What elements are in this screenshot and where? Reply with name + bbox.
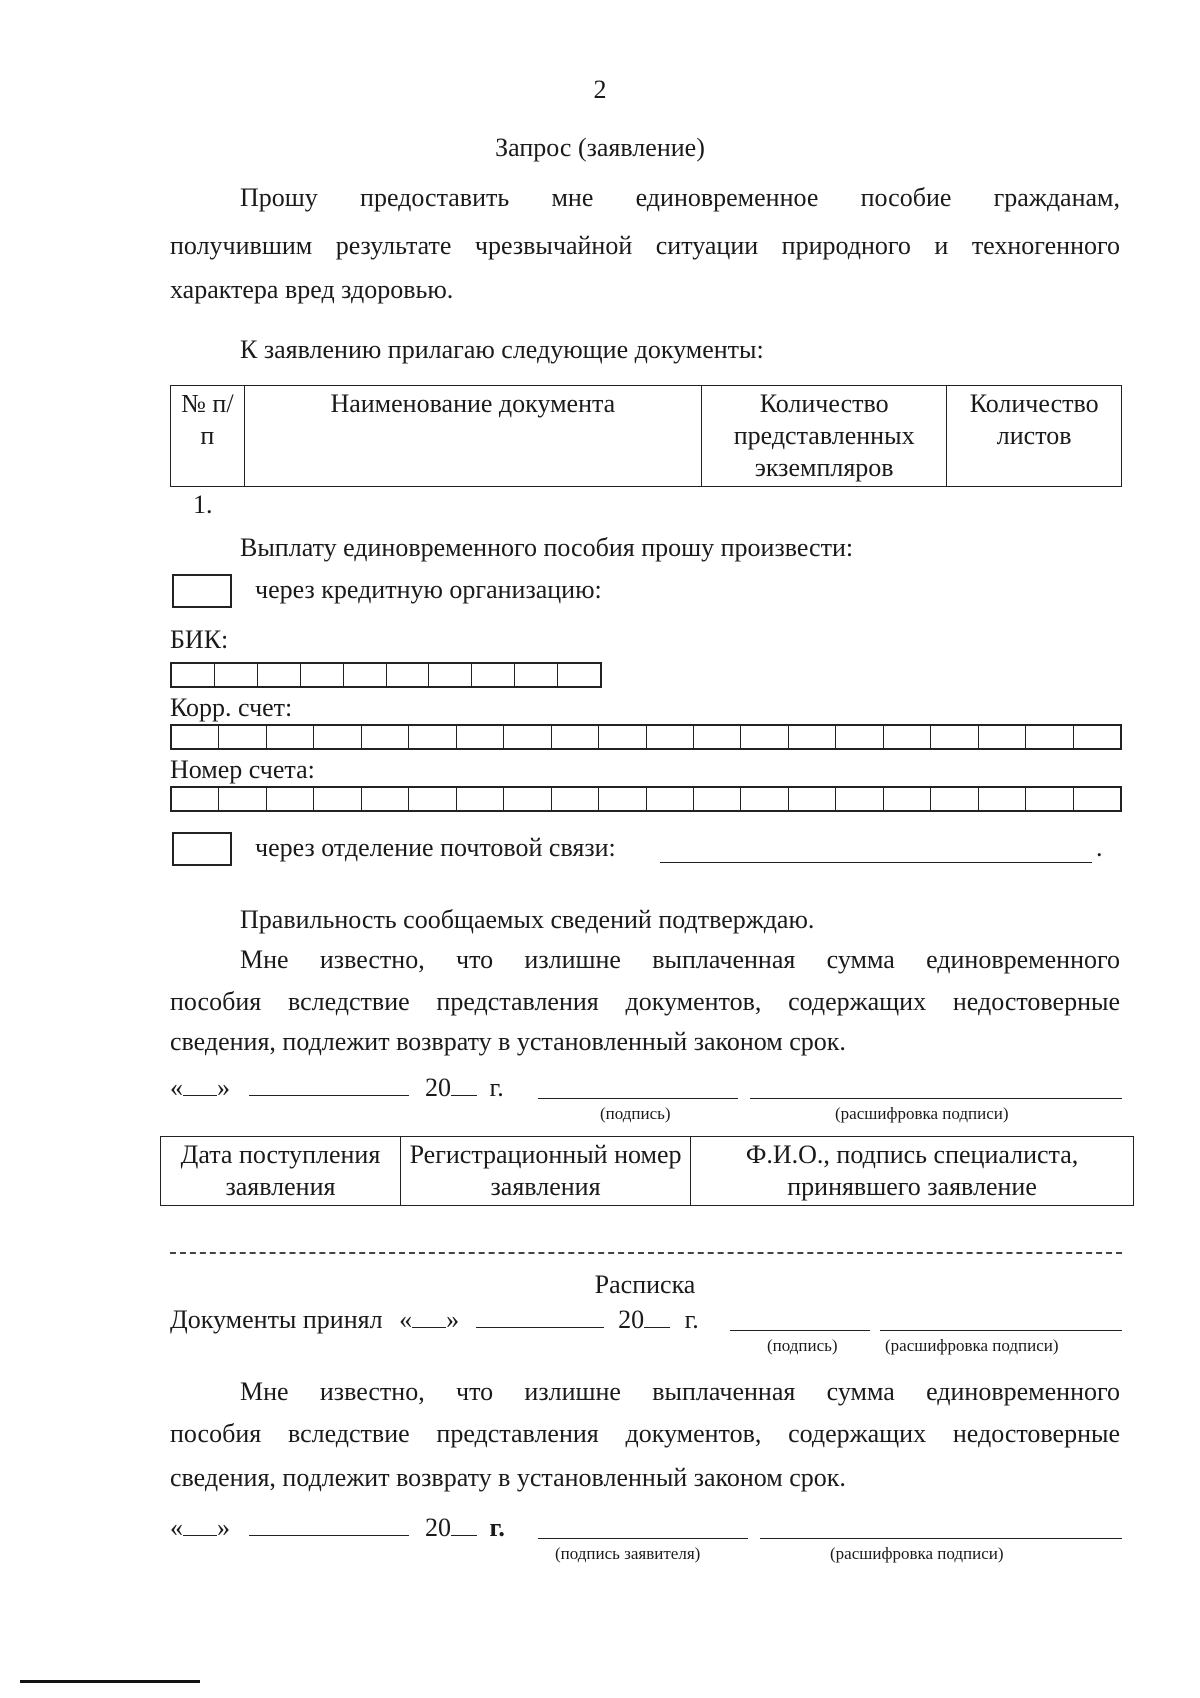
intro-line-1: Прошу предоставить мне единовременное пособие гражданам, (240, 183, 1120, 212)
payout-heading: Выплату единовременного пособия прошу произвести: (240, 533, 854, 562)
receipt-date-open: « (399, 1305, 413, 1334)
applicant-year-prefix: 20 (425, 1513, 451, 1542)
receipt-line (170, 1300, 699, 1340)
applicant-month-field[interactable] (249, 1535, 409, 1536)
table-row-number: 1. (193, 490, 213, 519)
footnote-rule (20, 1680, 200, 1683)
cut-line (170, 1252, 1122, 1254)
documents-table (170, 385, 1122, 487)
receipt-year-prefix: 20 (618, 1305, 645, 1334)
registration-number-header: Регистрационный номер заявления (400, 1137, 690, 1206)
applicant-day-field[interactable] (183, 1535, 217, 1536)
post-option-label: через отделение почтовой связи: (255, 833, 616, 862)
col-header-sheets: Количество листов (947, 386, 1122, 487)
date-close-quote: » (217, 1073, 230, 1102)
applicant-decode-caption: (расшифровка подписи) (830, 1544, 1004, 1563)
post-end-mark: . (1096, 833, 1103, 862)
receipt-title: Расписка (594, 1270, 696, 1299)
year-suffix: г. (489, 1073, 504, 1102)
receipt-date-close: » (446, 1305, 460, 1334)
receipt-notice-line-2: пособия вследствие представления документов, содержащих недостоверные (170, 1419, 1120, 1448)
receipt-day-field[interactable] (412, 1327, 446, 1328)
signature-decode-caption: (расшифровка подписи) (835, 1104, 1009, 1123)
year-field[interactable] (451, 1095, 477, 1096)
applicant-date-close: » (217, 1513, 230, 1542)
form-title: Запрос (заявление) (495, 133, 705, 162)
bik-label: БИК: (170, 625, 229, 654)
intro-line-2: получившим результате чрезвычайной ситуации природного и техногенного (170, 231, 1120, 260)
bank-option-label: через кредитную организацию: (255, 575, 602, 604)
notice-line-1: Мне известно, что излишне выплаченная сумма единовременного (240, 945, 1120, 974)
year-prefix: 20 (425, 1073, 451, 1102)
receipt-month-field[interactable] (476, 1327, 604, 1328)
applicant-signature-field[interactable] (538, 1538, 748, 1539)
confirm-text: Правильность сообщаемых сведений подтверждаю. (240, 905, 815, 934)
col-header-name: Наименование документа (244, 386, 701, 487)
attach-heading: К заявлению прилагаю следующие документы: (240, 335, 764, 364)
post-office-field[interactable] (660, 862, 1092, 863)
bank-option-checkbox[interactable] (172, 574, 232, 608)
receipt-year-suffix: г. (684, 1305, 699, 1334)
receipt-notice-line-3: сведения, подлежит возврату в установленный законом срок. (170, 1463, 846, 1492)
specialist-header: Ф.И.О., подпись специалиста, принявшего заявление (691, 1137, 1134, 1206)
corr-account-label: Корр. счет: (170, 693, 293, 722)
corr-account-input[interactable] (170, 724, 1122, 750)
notice-line-3: сведения, подлежит возврату в установленный законом срок. (170, 1027, 846, 1056)
applicant-date-open: « (170, 1513, 183, 1542)
applicant-year-field[interactable] (451, 1535, 477, 1536)
registration-table (160, 1136, 1134, 1206)
col-header-number: № п/п (171, 386, 245, 487)
applicant-date-line (170, 1508, 505, 1548)
page-number: 2 (593, 75, 607, 104)
receipt-year-field[interactable] (644, 1327, 670, 1328)
date-open-quote: « (170, 1073, 183, 1102)
applicant-decode-field[interactable] (760, 1538, 1122, 1539)
post-option-checkbox[interactable] (172, 832, 232, 866)
intro-line-3: характера вред здоровью. (170, 275, 454, 304)
receipt-signature-caption: (подпись) (767, 1336, 838, 1355)
signature-field[interactable] (538, 1098, 738, 1099)
receipt-decode-field[interactable] (880, 1330, 1122, 1331)
receipt-label: Документы принял (170, 1305, 383, 1334)
signature-caption: (подпись) (600, 1104, 671, 1123)
bik-input[interactable] (170, 662, 602, 688)
signature-decode-field[interactable] (750, 1098, 1122, 1099)
date-line-1 (170, 1068, 504, 1108)
receipt-signature-field[interactable] (730, 1330, 870, 1331)
month-field[interactable] (249, 1095, 409, 1096)
account-number-label: Номер счета: (170, 755, 315, 784)
account-number-input[interactable] (170, 786, 1122, 812)
col-header-copies: Количество представленных экземпляров (702, 386, 947, 487)
receipt-notice-line-1: Мне известно, что излишне выплаченная сумма единовременного (240, 1377, 1120, 1406)
applicant-signature-caption: (подпись заявителя) (555, 1544, 701, 1563)
receipt-decode-caption: (расшифровка подписи) (885, 1336, 1059, 1355)
applicant-year-suffix: г. (489, 1513, 505, 1542)
received-date-header: Дата поступления заявления (161, 1137, 401, 1206)
notice-line-2: пособия вследствие представления документов, содержащих недостоверные (170, 987, 1120, 1016)
day-field[interactable] (183, 1095, 217, 1096)
